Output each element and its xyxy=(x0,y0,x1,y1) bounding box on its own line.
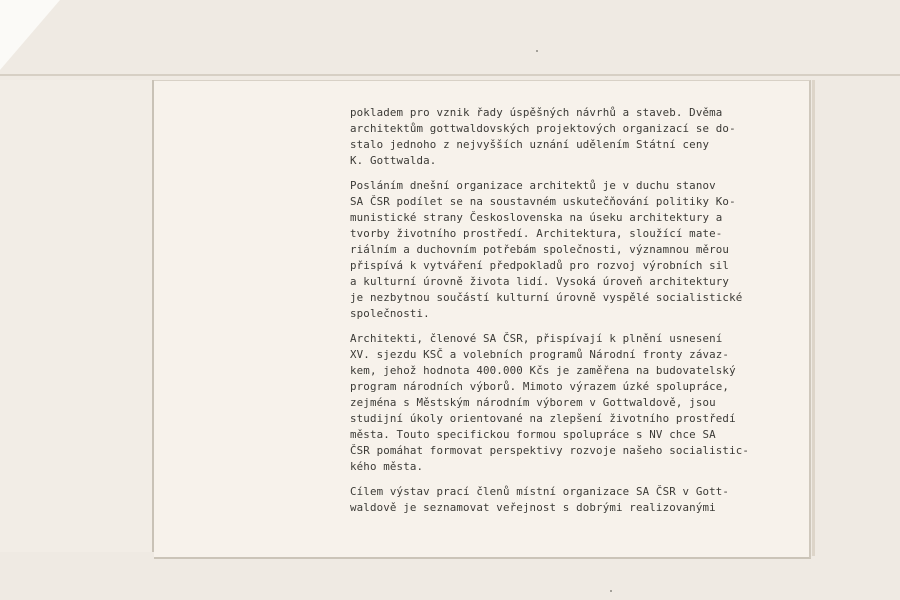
text-line: riálním a duchovním potřebám společnosti, významnou měrou xyxy=(350,243,730,256)
background-edge-line xyxy=(0,74,900,76)
text-line: Architekti, členové SA ČSR, přispívají k plnění usnesení xyxy=(350,332,723,345)
document-page xyxy=(154,80,811,559)
text-line: pokladem pro vznik řady úspěšných návrhů a staveb. Dvěma xyxy=(350,106,723,119)
text-line: tvorby životního prostředí. Architektura, sloužící mate- xyxy=(350,227,723,240)
text-line: zejména s Městským národním výborem v Gottwaldově, jsou xyxy=(350,396,716,409)
text-line: architektům gottwaldovských projektových organizací se do- xyxy=(350,122,736,135)
text-line: studijní úkoly orientované na zlepšení životního prostředí xyxy=(350,412,736,425)
text-line: XV. sjezdu KSČ a volebních programů Národní fronty závaz- xyxy=(350,348,730,361)
paragraph xyxy=(350,331,780,475)
text-line: waldově je seznamovat veřejnost s dobrými realizovanými xyxy=(350,501,716,514)
text-line: Cílem výstav prací členů místní organizace SA ČSR v Gott- xyxy=(350,485,730,498)
text-line: města. Touto specifickou formou spolupráce s NV chce SA xyxy=(350,428,716,441)
text-line: program národních výborů. Mimoto výrazem úzké spolupráce, xyxy=(350,380,730,393)
text-line: kem, jehož hodnota 400.000 Kčs je zaměřena na budovatelský xyxy=(350,364,736,377)
paragraph xyxy=(350,484,780,516)
text-line: Posláním dnešní organizace architektů je v duchu stanov xyxy=(350,179,716,192)
text-line: kého města. xyxy=(350,460,424,473)
dust-speck xyxy=(610,590,612,592)
text-line: přispívá k vytváření předpokladů pro rozvoj výrobních sil xyxy=(350,259,730,272)
paragraph xyxy=(350,178,780,322)
text-line: K. Gottwalda. xyxy=(350,154,437,167)
body-text xyxy=(350,105,780,525)
paragraph xyxy=(350,105,780,169)
dust-speck xyxy=(536,50,538,52)
paper-corner xyxy=(0,0,60,70)
text-line: společnosti. xyxy=(350,307,430,320)
text-line: SA ČSR podílet se na soustavném uskutečňování politiky Ko- xyxy=(350,195,736,208)
text-line: je nezbytnou součástí kulturní úrovně vyspělé socialistické xyxy=(350,291,743,304)
text-line: a kulturní úrovně života lidí. Vysoká úroveň architektury xyxy=(350,275,730,288)
text-line: stalo jednoho z nejvyšších uznání udělením Státní ceny xyxy=(350,138,710,151)
text-line: munistické strany Československa na úseku architektury a xyxy=(350,211,723,224)
left-page-strip xyxy=(0,80,154,552)
text-line: ČSR pomáhat formovat perspektivy rozvoje našeho socialistic- xyxy=(350,444,750,457)
page-right-edge xyxy=(812,80,815,556)
